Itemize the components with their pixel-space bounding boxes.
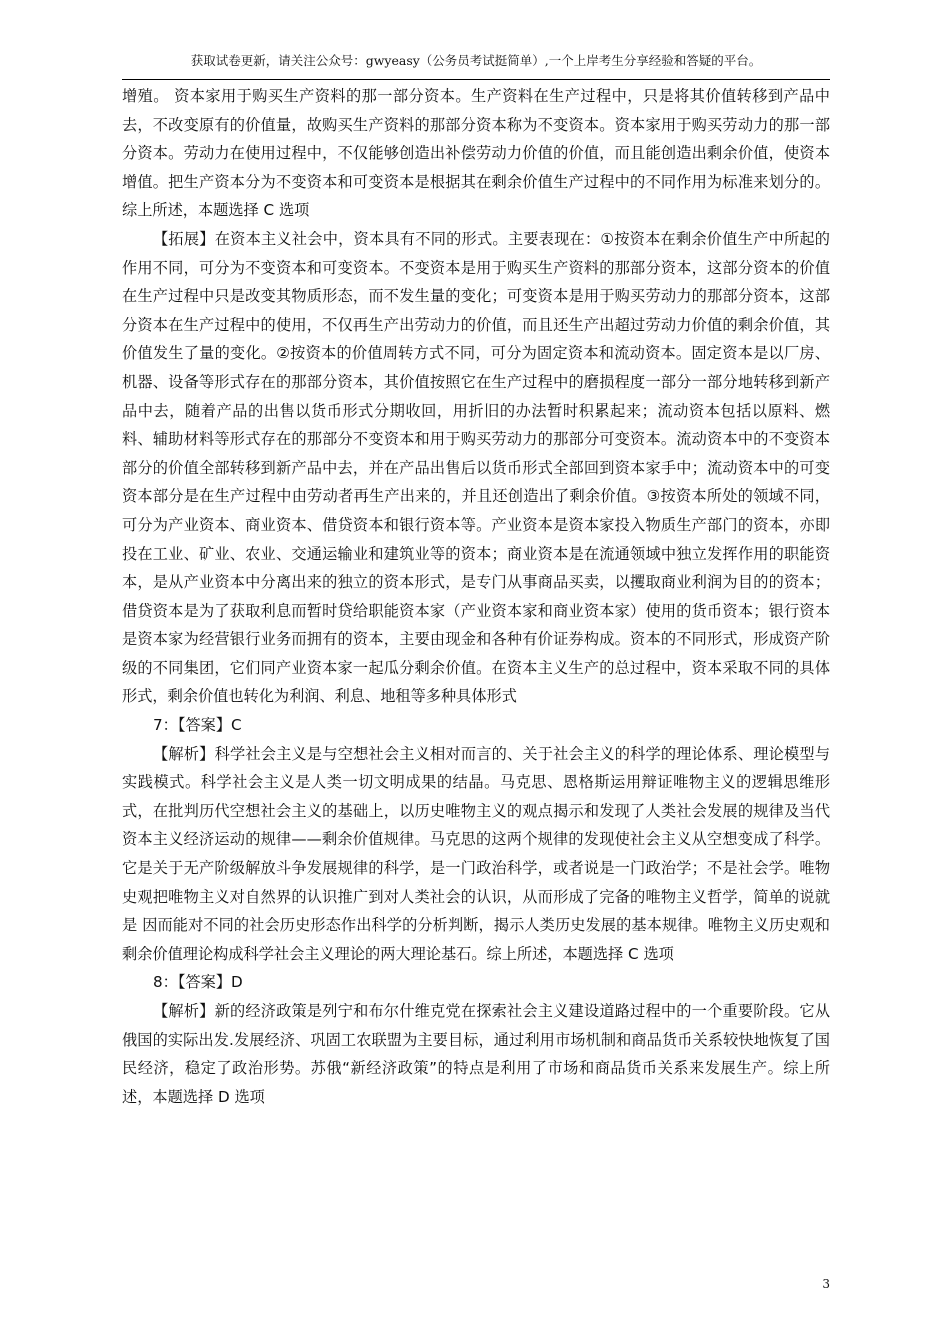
question-7-answer: 7：【答案】C bbox=[153, 716, 242, 735]
question-8-answer: 8：【答案】D bbox=[153, 973, 243, 992]
question-7-analysis: 【解析】科学社会主义是与空想社会主义相对而言的、关于社会主义的科学的理论体系、理论模型与实践模式。科学社会主义是人类一切文明成果的结晶。马克思、恩格斯运用辩证唯物主义的逻辑思维形式，在批判历代空想社会主义的基础上，以历史唯物主义的观点揭示和发现了人类社会发展的规律及当代资本主义经济运动的规律——剩余价值规律。马克思的这两个规律的发现使社会主义从空想变成了科学。它是关于无产阶级解放斗争发展规律的科学，是一门政治科学，或者说是一门政治学；不是社会学。唯物史观把唯物主义对自然界的认识推广到对人类社会的认识，从而形成了完备的唯物主义哲学，简单的说就是 因而能对不同的社会历史形态作出科学的分析判断，揭示人类历史发展的基本规律。唯物主义历史观和剩余价值理论构成科学社会主义理论的两大理论基石。综上所述，本题选择 C 选项 bbox=[122, 744, 830, 963]
continuation-paragraph: 增殖。 资本家用于购买生产资料的那一部分资本。生产资料在生产过程中，只是将其价值转移到产品中去，不改变原有的价值量，故购买生产资料的那部分资本称为不变资本。资本家用于购买劳动力的那一部分资本。劳动力在使用过程中，不仅能够创造出补偿劳动力价值的价值，而且能创造出剩余价值，使资本增值。把生产资本分为不变资本和可变资本是根据其在剩余价值生产过程中的不同作用为标准来划分的。综上所述，本题选择 C 选项 bbox=[122, 87, 830, 220]
extension-paragraph: 【拓展】在资本主义社会中，资本具有不同的形式。主要表现在：①按资本在剩余价值生产中所起的作用不同，可分为不变资本和可变资本。不变资本是用于购买生产资料的那部分资本，这部分资本的价值在生产过程中只是改变其物质形态，而不发生量的变化；可变资本是用于购买劳动力的那部分资本，这部分资本在生产过程中的使用，不仅再生产出劳动力的价值，而且还生产出超过劳动力价值的剩余价值，其价值发生了量的变化。②按资本的价值周转方式不同，可分为固定资本和流动资本。固定资本是以厂房、机器、设备等形式存在的那部分资本，其价值按照它在生产过程中的磨损程度一部分一部分地转移到新产品中去，随着产品的出售以货币形式分期收回，用折旧的办法暂时积累起来；流动资本包括以原料、燃料、辅助材料等形式存在的那部分不变资本和用于购买劳动力的那部分可变资本。流动资本中的不变资本部分的价值全部转移到新产品中去，并在产品出售后以货币形式全部回到资本家手中；流动资本中的可变资本部分是在生产过程中由劳动者再生产出来的，并且还创造出了剩余价值。③按资本所处的领域不同，可分为产业资本、商业资本、借贷资本和银行资本等。产业资本是资本家投入物质生产部门的资本，亦即投在工业、矿业、农业、交通运输业和建筑业等的资本；商业资本是在流通领域中独立发挥作用的职能资本，是从产业资本中分离出来的独立的资本形式，是专门从事商品买卖，以攫取商业利润为目的的资本；借贷资本是为了获取利息而暂时贷给职能资本家（产业资本家和商业资本家）使用的货币资本；银行资本是资本家为经营银行业务而拥有的资本，主要由现金和各种有价证券构成。资本的不同形式，形成资产阶级的不同集团，它们同产业资本家一起瓜分剩余价值。在资本主义生产的总过程中，资本采取不同的具体形式，剩余价值也转化为利润、利息、地租等多种具体形式 bbox=[122, 229, 830, 706]
page-number: 3 bbox=[822, 1277, 830, 1291]
question-8-analysis: 【解析】新的经济政策是列宁和布尔什维克党在探索社会主义建设道路过程中的一个重要阶段。它从俄国的实际出发.发展经济、巩固工农联盟为主要目标，通过利用市场机制和商品货币关系较快地恢复了国民经济，稳定了政治形势。苏俄“新经济政策”的特点是利用了市场和商品货币关系来发展生产。综上所述，本题选择 D 选项 bbox=[122, 1002, 830, 1106]
page-header: 获取试卷更新，请关注公众号：gwyeasy（公务员考试挺简单）,一个上岸考生分享经验和答疑的平台。 bbox=[122, 52, 830, 80]
document-body bbox=[122, 82, 830, 1111]
